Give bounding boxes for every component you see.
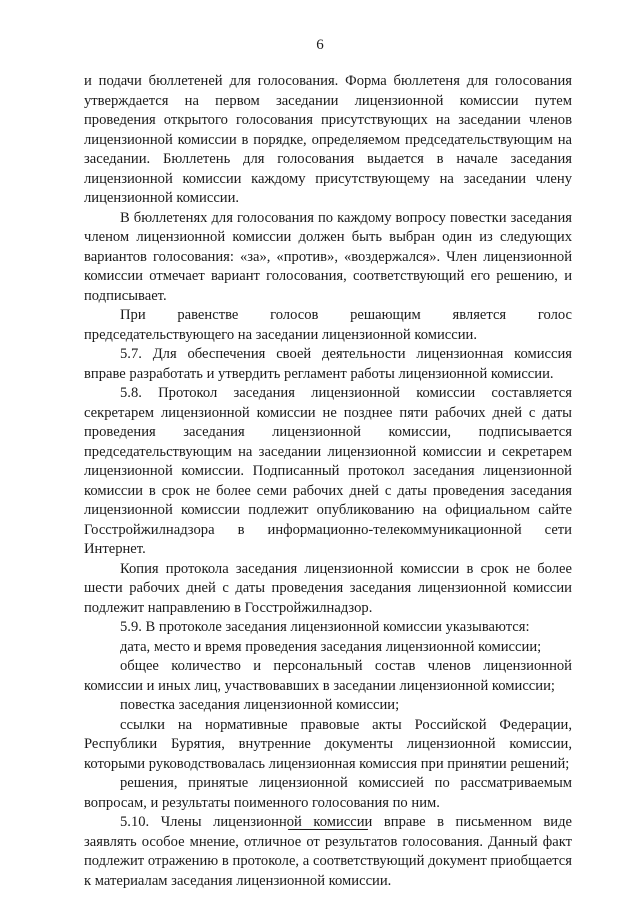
footer-divider — [288, 829, 368, 830]
list-item-members: общее количество и персональный состав членов лицензионной комиссии и иных лиц, участвовавших в заседании лицензионной комиссии; — [84, 658, 572, 694]
document-body — [84, 72, 572, 891]
paragraph-protocol-copy: Копия протокола заседания лицензионной комиссии в срок не более шести рабочих дней с даты проведения заседания лицензионной комиссии подлежит направлению в Госстройжилнадзор. — [84, 560, 572, 616]
list-item-date-place: дата, место и время проведения заседания лицензионной комиссии; — [120, 638, 542, 655]
paragraph-5-9: 5.9. В протоколе заседания лицензионной комиссии указываются: — [120, 619, 530, 635]
paragraph-ballot-form: и подачи бюллетеней для голосования. Форма бюллетеня для голосования утверждается на первом заседании лицензионной комиссии путем проведения открытого голосования присутствующих на заседании членов лицензионной комиссии в порядке, определяемом председательствующим на заседании. Бюллетень для голосования выдается в начале заседания лицензионной комиссии каждому присутствующему на заседании члену лицензионной комиссии. — [84, 73, 572, 206]
paragraph-5-7: 5.7. Для обеспечения своей деятельности лицензионная комиссия вправе разработать и утвердить регламент работы лицензионной комиссии. — [84, 346, 572, 382]
list-item-legal-acts: ссылки на нормативные правовые акты Российской Федерации, Республики Бурятия, внутренние документы лицензионной комиссии, которыми руководствовалась лицензионная комиссия при принятии решений; — [84, 716, 572, 772]
list-item-decisions: решения, принятые лицензионной комиссией по рассматриваемым вопросам, и результаты поименного голосования по ним. — [84, 775, 572, 811]
paragraph-tie-vote: При равенстве голосов решающим является голос председательствующего на заседании лицензионной комиссии. — [84, 307, 572, 343]
page-number: 6 — [316, 37, 324, 53]
list-item-agenda: повестка заседания лицензионной комиссии; — [120, 697, 400, 713]
paragraph-5-8: 5.8. Протокол заседания лицензионной комиссии составляется секретарем лицензионной комиссии не позднее пяти рабочих дней с даты проведения заседания лицензионной комиссии, подписывается председательствующим на заседании лицензионной комиссии и секретарем лицензионной комиссии. Подписанный протокол заседания лицензионной комиссии в срок не более семи рабочих дней с даты проведения заседания лицензионной комиссии подлежит опубликованию на официальном сайте Госстройжилнадзора в информационно-телекоммуникационной сети Интернет. — [84, 385, 572, 557]
paragraph-5-10: 5.10. Члены лицензионной комиссии вправе в письменном виде заявлять особое мнение, отличное от результатов голосования. Данный факт подлежит отражению в протоколе, а соответствующий документ приобщается к материалам заседания лицензионной комиссии. — [84, 814, 572, 889]
paragraph-ballot-options: В бюллетенях для голосования по каждому вопросу повестки заседания членом лицензионной комиссии должен быть выбран один из следующих вариантов голосования: «за», «против», «воздержался». Член лицензионной комиссии отмечает вариант голосования, соответствующий его решению, и подписывает. — [84, 209, 572, 304]
